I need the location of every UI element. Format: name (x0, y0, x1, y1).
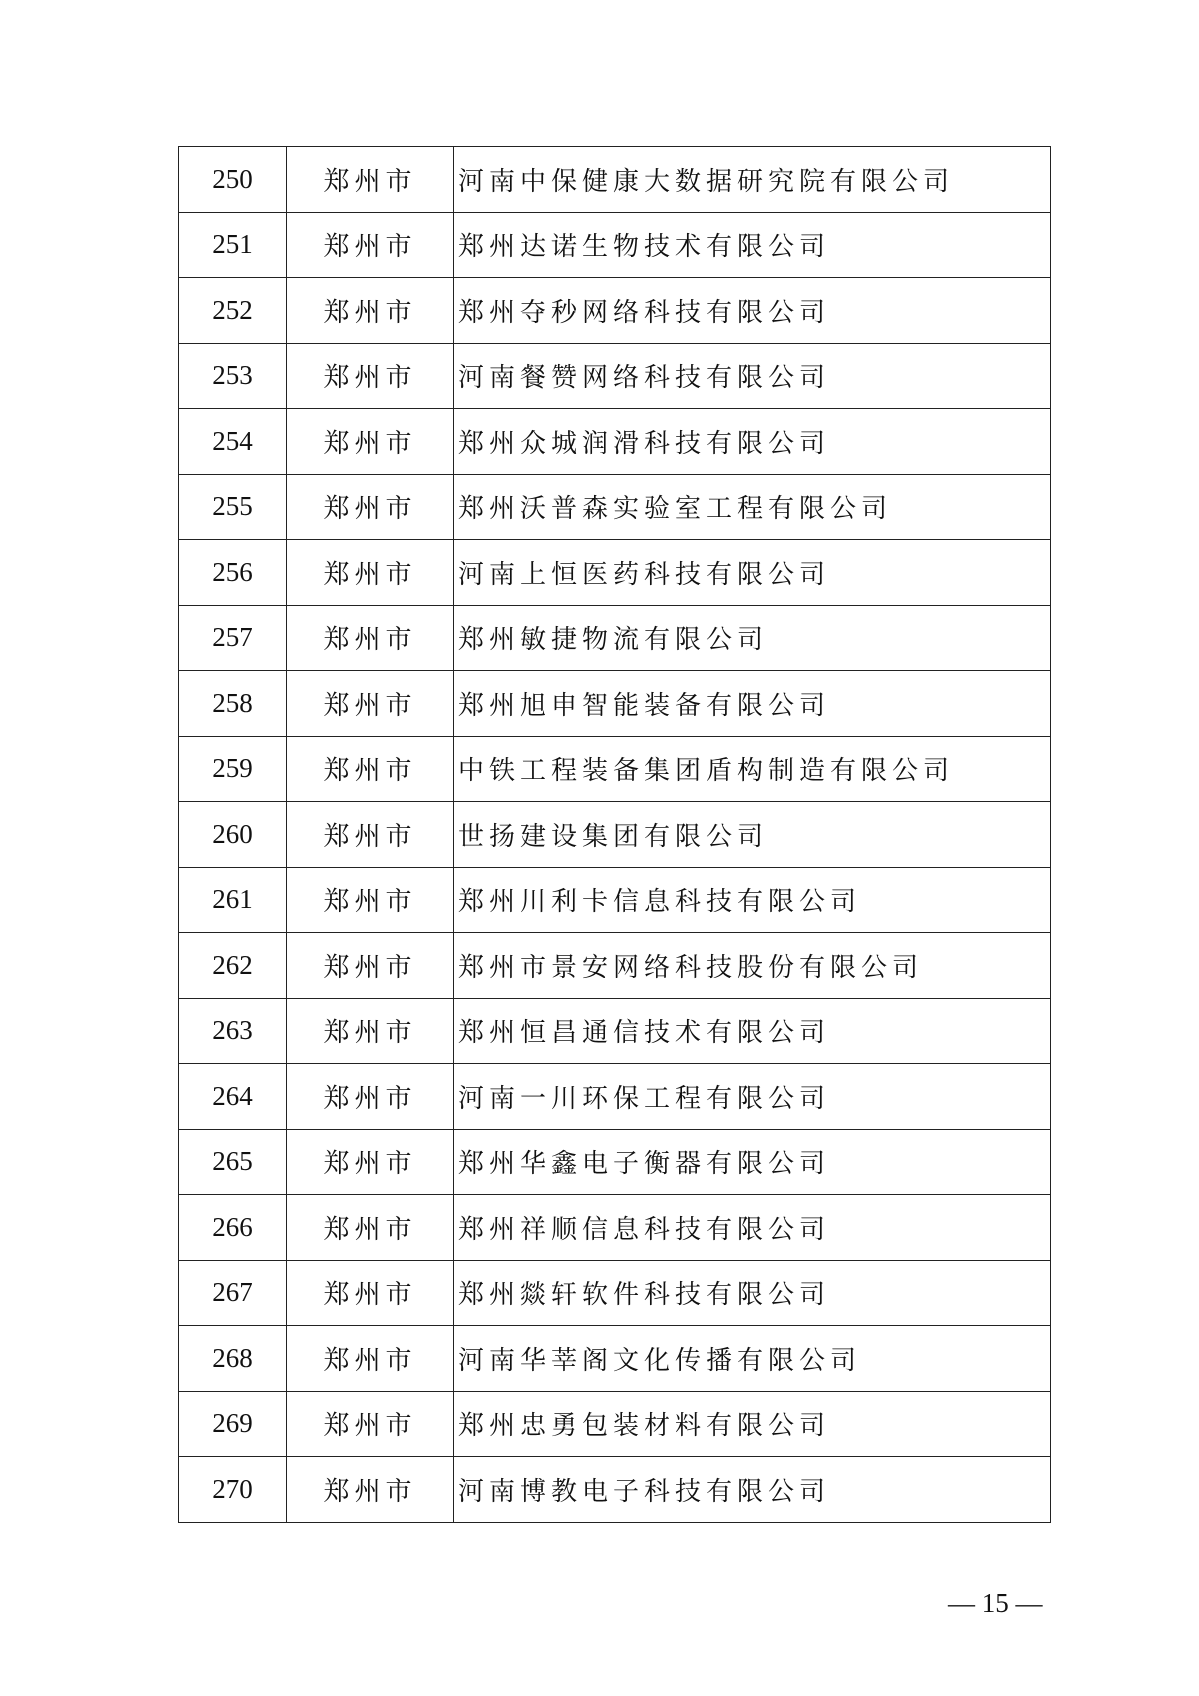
row-company-name: 郑州旭申智能装备有限公司 (454, 671, 1051, 737)
row-city: 郑州市 (287, 736, 454, 802)
row-number: 251 (179, 212, 287, 278)
row-number: 261 (179, 867, 287, 933)
row-city: 郑州市 (287, 867, 454, 933)
row-company-name: 郑州恒昌通信技术有限公司 (454, 998, 1051, 1064)
row-company-name: 河南餐赞网络科技有限公司 (454, 343, 1051, 409)
row-number: 252 (179, 278, 287, 344)
row-city: 郑州市 (287, 1129, 454, 1195)
row-number: 267 (179, 1260, 287, 1326)
row-number: 262 (179, 933, 287, 999)
row-number: 250 (179, 147, 287, 213)
row-city: 郑州市 (287, 671, 454, 737)
row-number: 266 (179, 1195, 287, 1261)
row-city: 郑州市 (287, 147, 454, 213)
row-number: 260 (179, 802, 287, 868)
row-city: 郑州市 (287, 212, 454, 278)
table-row (179, 605, 1051, 671)
row-number: 257 (179, 605, 287, 671)
row-company-name: 河南华莘阁文化传播有限公司 (454, 1326, 1051, 1392)
table-row (179, 1195, 1051, 1261)
table-row (179, 736, 1051, 802)
row-city: 郑州市 (287, 605, 454, 671)
row-city: 郑州市 (287, 1064, 454, 1130)
row-company-name: 世扬建设集团有限公司 (454, 802, 1051, 868)
row-number: 264 (179, 1064, 287, 1130)
table-body (179, 147, 1051, 1523)
row-company-name: 郑州市景安网络科技股份有限公司 (454, 933, 1051, 999)
row-city: 郑州市 (287, 933, 454, 999)
row-company-name: 河南中保健康大数据研究院有限公司 (454, 147, 1051, 213)
row-company-name: 郑州燚轩软件科技有限公司 (454, 1260, 1051, 1326)
row-city: 郑州市 (287, 1391, 454, 1457)
row-number: 254 (179, 409, 287, 475)
table-row (179, 933, 1051, 999)
row-city: 郑州市 (287, 474, 454, 540)
page-number: — 15 — (948, 1588, 1043, 1618)
row-company-name: 中铁工程装备集团盾构制造有限公司 (454, 736, 1051, 802)
row-number: 269 (179, 1391, 287, 1457)
row-company-name: 郑州达诺生物技术有限公司 (454, 212, 1051, 278)
row-number: 258 (179, 671, 287, 737)
row-city: 郑州市 (287, 802, 454, 868)
row-number: 255 (179, 474, 287, 540)
row-company-name: 郑州忠勇包装材料有限公司 (454, 1391, 1051, 1457)
row-city: 郑州市 (287, 1457, 454, 1523)
table-row (179, 278, 1051, 344)
row-company-name: 郑州敏捷物流有限公司 (454, 605, 1051, 671)
row-city: 郑州市 (287, 540, 454, 606)
table-row (179, 1260, 1051, 1326)
row-number: 265 (179, 1129, 287, 1195)
row-number: 256 (179, 540, 287, 606)
row-company-name: 河南上恒医药科技有限公司 (454, 540, 1051, 606)
table-row (179, 1064, 1051, 1130)
row-company-name: 郑州沃普森实验室工程有限公司 (454, 474, 1051, 540)
row-city: 郑州市 (287, 1260, 454, 1326)
row-city: 郑州市 (287, 409, 454, 475)
row-number: 270 (179, 1457, 287, 1523)
row-number: 259 (179, 736, 287, 802)
company-table (178, 146, 1051, 1523)
row-company-name: 郑州众城润滑科技有限公司 (454, 409, 1051, 475)
table-row (179, 1326, 1051, 1392)
row-company-name: 郑州华鑫电子衡器有限公司 (454, 1129, 1051, 1195)
table-row (179, 1457, 1051, 1523)
table-row (179, 867, 1051, 933)
row-number: 253 (179, 343, 287, 409)
row-company-name: 郑州祥顺信息科技有限公司 (454, 1195, 1051, 1261)
table-row (179, 1391, 1051, 1457)
row-company-name: 郑州川利卡信息科技有限公司 (454, 867, 1051, 933)
table-row (179, 802, 1051, 868)
row-number: 263 (179, 998, 287, 1064)
row-number: 268 (179, 1326, 287, 1392)
row-city: 郑州市 (287, 998, 454, 1064)
table-row (179, 474, 1051, 540)
row-city: 郑州市 (287, 1326, 454, 1392)
table-row (179, 212, 1051, 278)
row-city: 郑州市 (287, 343, 454, 409)
row-company-name: 郑州夺秒网络科技有限公司 (454, 278, 1051, 344)
row-city: 郑州市 (287, 278, 454, 344)
table-row (179, 409, 1051, 475)
table-row (179, 540, 1051, 606)
table-row (179, 671, 1051, 737)
table-row (179, 1129, 1051, 1195)
row-company-name: 河南一川环保工程有限公司 (454, 1064, 1051, 1130)
table-row (179, 343, 1051, 409)
row-company-name: 河南博教电子科技有限公司 (454, 1457, 1051, 1523)
row-city: 郑州市 (287, 1195, 454, 1261)
table-row (179, 998, 1051, 1064)
table-row (179, 147, 1051, 213)
